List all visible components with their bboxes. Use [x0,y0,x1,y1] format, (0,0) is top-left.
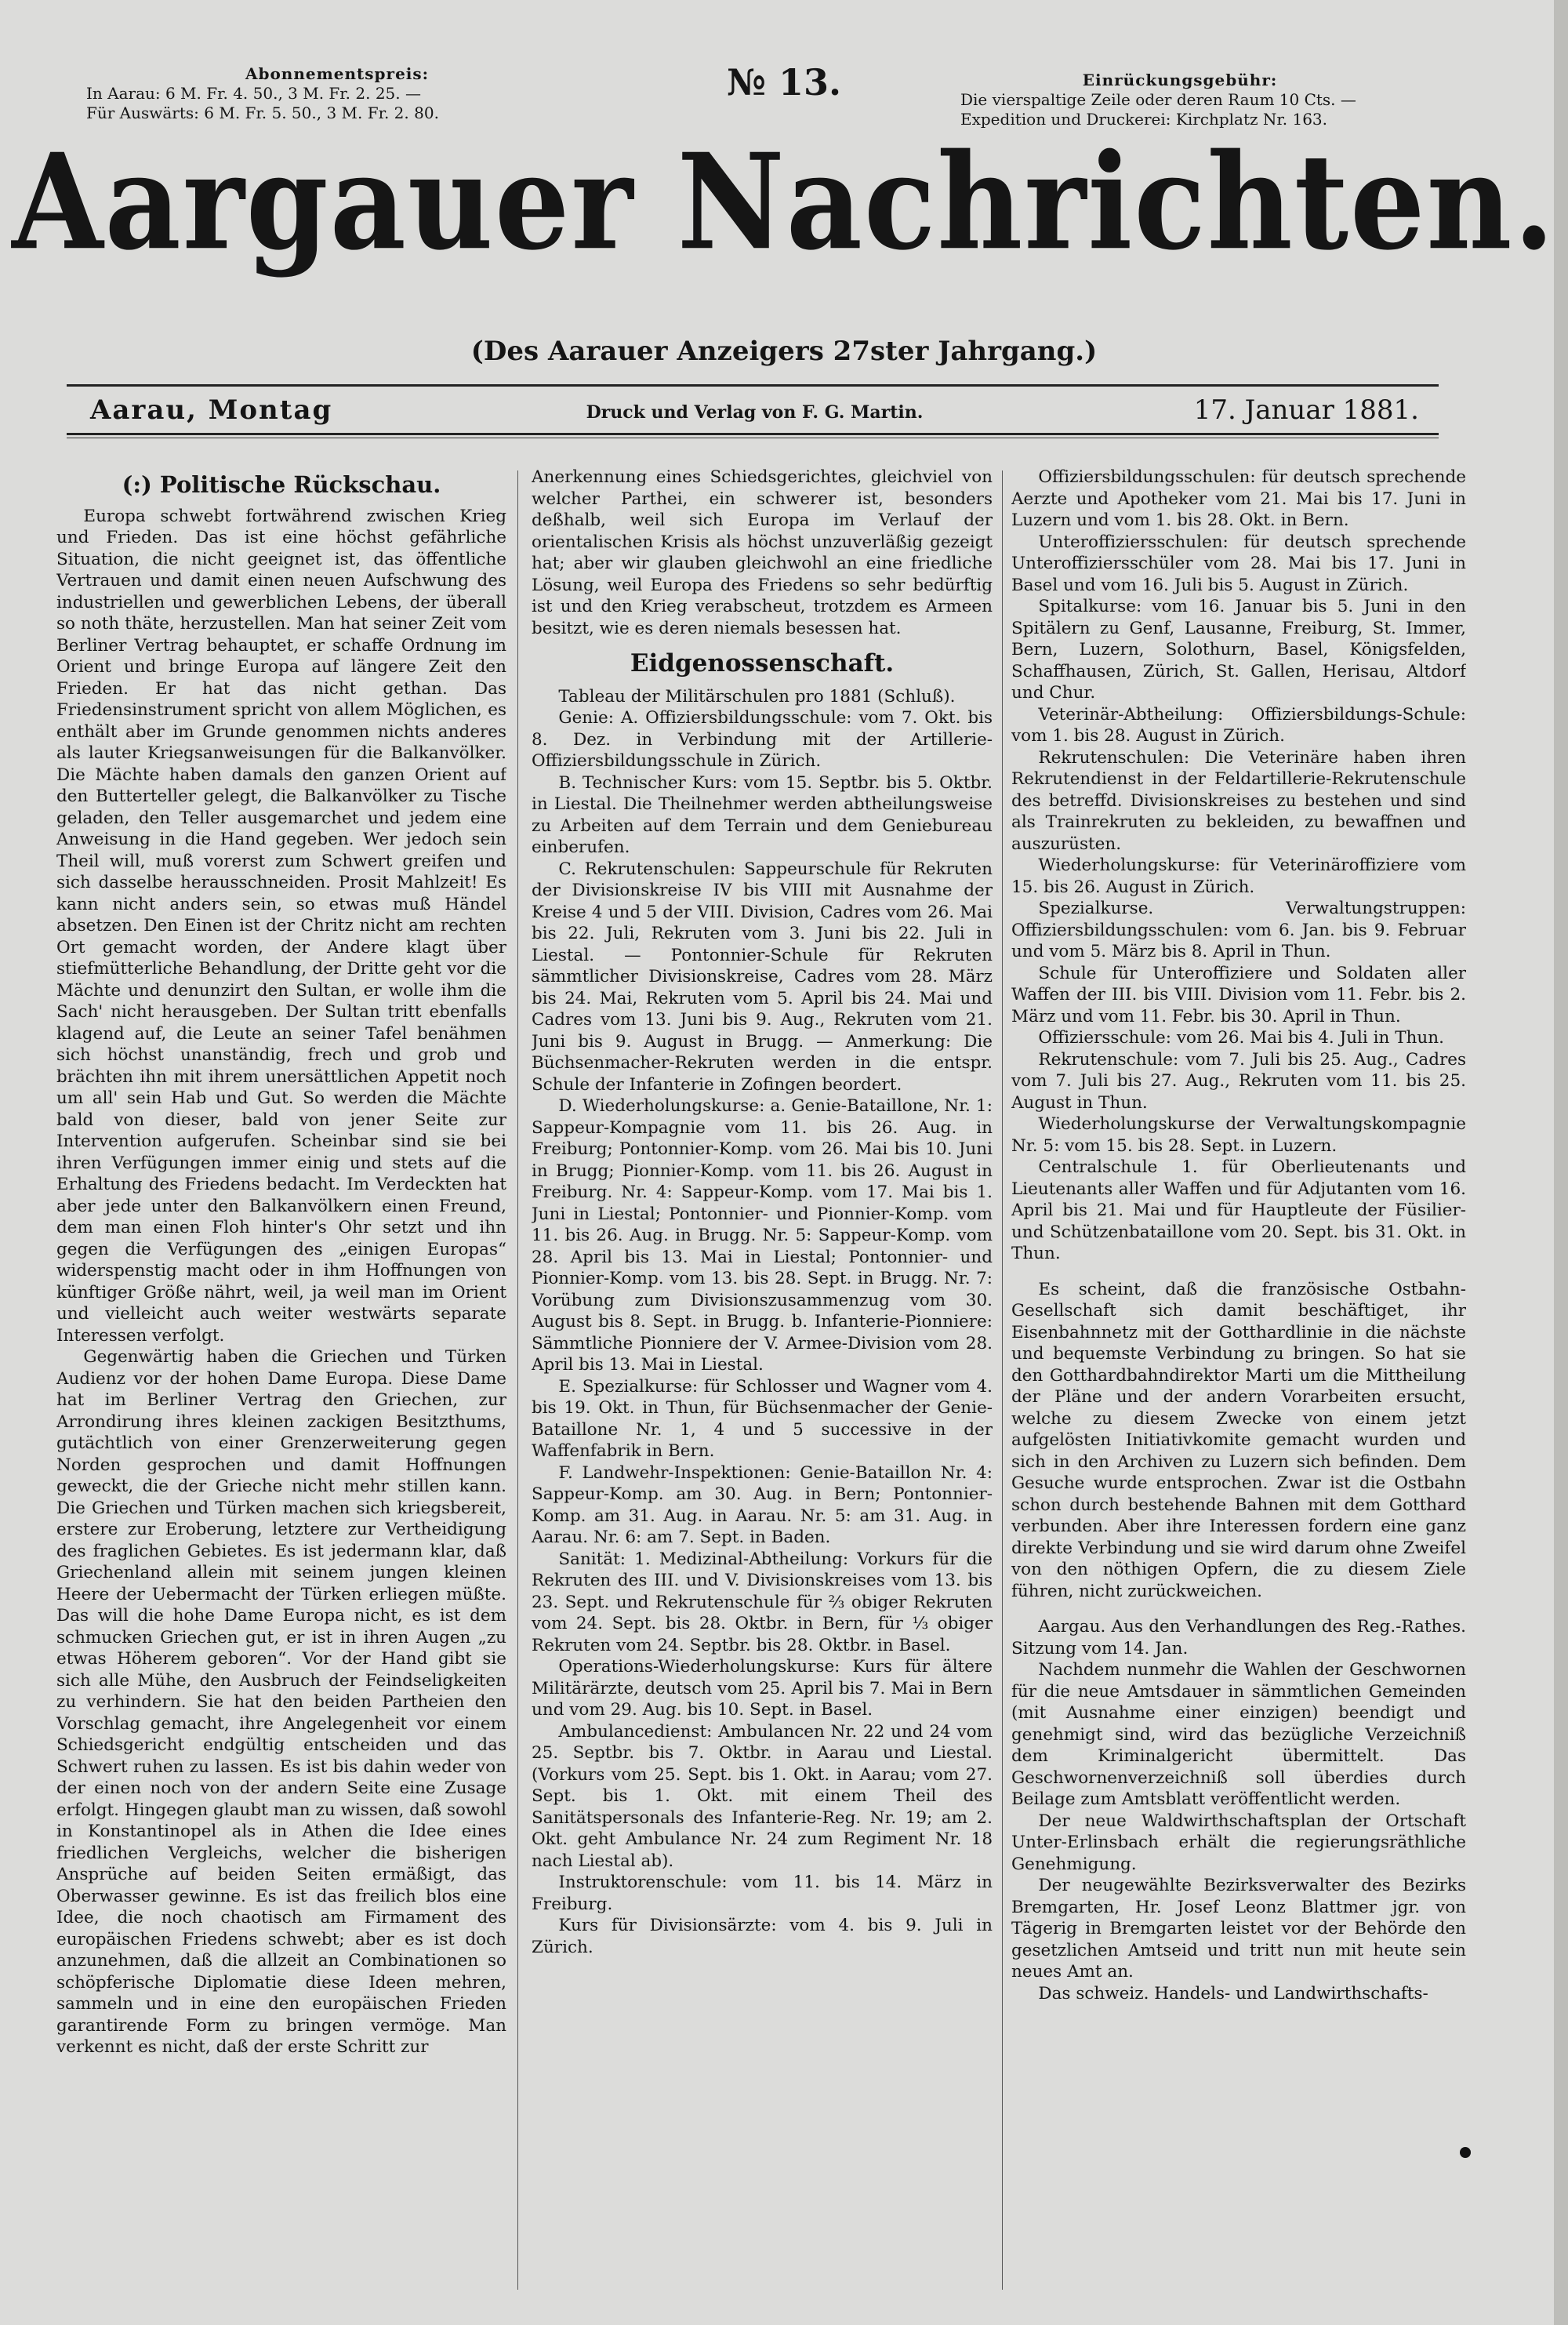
article-paragraph: Europa schwebt fortwährend zwischen Krieg und Frieden. Das ist eine höchst gefährliche Situation, die nicht geeignet ist, das öffentliche Vertrauen und damit einen neuen Aufschwung des industriellen und gewerblichen Lebens, der überall so noth thäte, herzustellen. Man hat seiner Zeit vom Berliner Vertrag behauptet, er schaffe Ordnung im Orient und bringe Europa auf längere Zeit den Frieden. Er hat das nicht gethan. Das Friedensinstrument spricht von allem Möglichen, es enthält aber im Grunde genommen nichts anderes als lauter Kriegsanweisungen für die Balkanvölker. Die Mächte haben damals den ganzen Orient auf den Butterteller gelegt, die Balkanvölker zu Tische geladen, den Teller ausgemarchet und jedem eine Anweisung in die Hand gegeben. Wer jedoch sein Theil will, muß vorerst zum Schwert greifen und sich dasselbe herausschneiden. Prosit Mahlzeit! Es kann nicht anders sein, so etwas muß Händel absetzen. Den Einen ist der Chritz nicht am rechten Ort gemacht worden, der Andere klagt über stiefmütterliche Behandlung, der Dritte geht vor die Mächte und denunzirt den Sultan, er wolle ihm die Sach' nicht herausgeben. Der Sultan tritt ebenfalls klagend auf, die Leute an seiner Tafel benähmen sich höchst unanständig, frech und grob und brächten ihn mit ihrem unersättlichen Appetit noch um all' sein Hab und Gut. So werden die Mächte bald von dieser, bald von jener Seite zur Intervention aufgerufen. Scheinbar sind sie bei ihren Verfügungen immer einig und stets auf die Erhaltung des Friedens bedacht. Im Verdeckten hat aber jede unter den Balkanvölkern einen Freund, dem man einen Floh hinter's Ohr setzt und ihn gegen die Verfügungen des „einigen Europas“ widerspenstig macht oder in ihm Hoffnungen von künftiger Größe nährt, weil, ja weil man im Orient und vielleicht auch weiter westwärts separate Interessen verfolgt. [56,506,506,1346]
article-paragraph: Operations-Wiederholungskurse: Kurs für ältere Militärärzte, deutsch vom 25. April bis 7. Mai in Bern und vom 29. Aug. bis 10. Sept. in Basel. [532,1657,993,1720]
masthead-subtitle: (Des Aarauer Anzeigers 27ster Jahrgang.) [470,336,1098,367]
article-paragraph: Wiederholungskurse der Verwaltungskompagnie Nr. 5: vom 15. bis 28. Sept. in Luzern. [1011,1114,1466,1156]
subscription-line-1: In Aarau: 6 M. Fr. 4. 50., 3 M. Fr. 2. 25. — [86,84,421,103]
subscription-line-2: Für Auswärts: 6 M. Fr. 5. 50., 3 M. Fr. 2. 80. [86,104,439,122]
article-paragraph: Ambulancedienst: Ambulancen Nr. 22 und 24 vom 25. Septbr. bis 7. Oktbr. in Aarau und Liestal. (Vorkurs vom 25. Sept. bis 1. Okt. in Aarau; vom 27. Sept. bis 1. Okt. mit einem Theil des Sanitätspersonals des Infanterie-Reg. Nr. 19; am 2. Okt. geht Ambulance Nr. 24 zum Regiment Nr. 18 nach Liestal ab). [532,1721,993,1871]
article-heading-politics: (:) Politische Rückschau. [122,471,441,498]
insertion-line-2: Expedition und Druckerei: Kirchplatz Nr. 163. [960,110,1328,129]
article-paragraph: Veterinär-Abtheilung: Offiziersbildungs-Schule: vom 1. bis 28. August in Zürich. [1011,704,1466,746]
article-paragraph: Sanität: 1. Medizinal-Abtheilung: Vorkurs für die Rekruten des III. und V. Divisionskreises vom 13. bis 23. Sept. und Rekrutenschule für ⅔ obiger Rekruten vom 24. Sept. bis 28. Oktbr. in Bern, für ⅓ obiger Rekruten vom 24. Septbr. bis 28. Oktbr. in Basel. [532,1549,993,1655]
ink-spot [1460,2147,1471,2158]
article-paragraph: Spezialkurse. Verwaltungstruppen: Offiziersbildungsschulen: vom 6. Jan. bis 9. Februar und vom 5. März bis 8. April in Thun. [1011,899,1466,961]
subscription-label: Abonnementspreis: [245,64,430,83]
article-paragraph: E. Spezialkurse: für Schlosser und Wagner vom 4. bis 19. Okt. in Thun, für Büchsenmacher der Genie-Bataillone Nr. 1, 4 und 5 successive in der Waffenfabrik in Bern. [532,1376,993,1461]
column-1 [56,467,506,2294]
article-paragraph: Es scheint, daß die französische Ostbahn-Gesellschaft sich damit beschäftiget, ihr Eisenbahnnetz mit der Gotthardlinie in die nächste und bequemste Verbindung zu bringen. So hat sie den Gotthardbahndirektor Marti um die Mittheilung der Pläne und der andern Vorarbeiten ersucht, welche zu diesem Zwecke von einem jetzt aufgelösten Initiativkomite gemacht wurden und sich in den Archiven zu Luzern sich befinden. Dem Gesuche wurde entsprochen. Zwar ist die Ostbahn schon durch bestehende Bahnen mit dem Gotthard verbunden. Aber ihre Interessen fordern eine ganz direkte Verbindung und sie wird darum ohne Zweifel von den nöthigen Opfern, die zu diesem Ziele führen, nicht zurückweichen. [1011,1279,1466,1601]
article-paragraph: Rekrutenschule: vom 7. Juli bis 25. Aug., Cadres vom 7. Juli bis 27. Aug., Rekruten vom 11. bis 25. August in Thun. [1011,1049,1466,1113]
article-paragraph: Schule für Unteroffiziere und Soldaten aller Waffen der III. bis VIII. Division vom 11. Febr. bis 2. März und vom 11. Febr. bis 30. April in Thun. [1011,963,1466,1026]
issue-number: № 13. [726,61,842,104]
article-paragraph: Instruktorenschule: vom 11. bis 14. März in Freiburg. [532,1873,993,1914]
article-paragraph: Offiziersschule: vom 26. Mai bis 4. Juli in Thun. [1038,1028,1444,1048]
insertion-label: Einrückungsgebühr: [1082,71,1278,89]
article-paragraph: Aargau. Aus den Verhandlungen des Reg.-Rathes. Sitzung vom 14. Jan. [1011,1617,1466,1658]
article-paragraph: Offiziersbildungsschulen: für deutsch sprechende Aerzte und Apotheker vom 21. Mai bis 17. Juni in Luzern und vom 1. bis 28. Okt. in Bern. [1011,467,1466,530]
section-heading-confederation: Eidgenossenschaft. [630,649,895,678]
article-paragraph: Das schweiz. Handels- und Landwirthschafts- [1038,1983,1428,2003]
dateline [67,388,1443,435]
insertion-line-1: Die vierspaltige Zeile oder deren Raum 10 Cts. — [960,90,1356,109]
top-rule [67,384,1439,387]
article-paragraph: Rekrutenschulen: Die Veterinäre haben ihren Rekrutendienst in der Feldartillerie-Rekrutenschule des betreffd. Divisionskreises zu bestehen und sind als Trainrekruten zu bekleiden, zu bewaffnen und auszurüsten. [1011,747,1466,854]
dateline-place: Aarau, Montag [90,394,333,426]
article-paragraph: Kurs für Divisionsärzte: vom 4. bis 9. Juli in Zürich. [532,1916,993,1957]
article-paragraph: F. Landwehr-Inspektionen: Genie-Bataillon Nr. 4: Sappeur-Komp. am 30. Aug. in Bern; Pontonnier-Komp. am 31. Aug. in Aarau. Nr. 5: am 31. Aug. in Aarau. Nr. 6: am 7. Sept. in Baden. [532,1462,993,1547]
column-divider-2 [1002,470,1003,2290]
article-paragraph: Unteroffiziersschulen: für deutsch sprechende Unteroffiziersschüler vom 28. Mai bis 17. Juni in Basel und vom 16. Juli bis 5. August in Zürich. [1011,532,1466,595]
column-divider-1 [517,470,518,2290]
article-paragraph: Gegenwärtig haben die Griechen und Türken Audienz vor der hohen Dame Europa. Diese Dame hat im Berliner Vertrag den Griechen, zur Arrondirung ihres kleinen zackigen Besitzthums, gutächtlich von einer Grenzerweiterung gegen Norden gesprochen und damit Hoffnungen geweckt, die der Grieche nicht mehr stillen kann. Die Griechen und Türken machen sich kriegsbereit, erstere zur Eroberung, letztere zur Vertheidigung des fraglichen Gebietes. Es ist jedermann klar, daß Griechenland allein mit seinem jungen kleinen Heere der Uebermacht der Türken erliegen müßte. Das will die hohe Dame Europa nicht, es ist dem schmucken Griechen gut, er ist in ihren Augen „zu etwas Höherem geboren“. Vor der Hand gibt sie sich alle Mühe, den Ausbruch der Feindseligkeiten zu verhindern. Sie hat den beiden Partheien den Vorschlag gemacht, ihre Angelegenheit vor einem Schiedsgericht endgültig entscheiden und das Schwert ruhen zu lassen. Es ist bis dahin weder von der einen noch von der andern Seite eine Zusage erfolgt. Hingegen glaubt man zu wissen, daß sowohl in Konstantinopel als in Athen die Idee eines friedlichen Vergleichs, welcher die bisherigen Ansprüche auf beiden Seiten ermäßigt, das Oberwasser gewinne. Es ist das freilich blos eine Idee, die noch chaotisch am Firmament des europäischen Friedens schwebt; aber es ist doch anzunehmen, daß die allzeit an Combinationen so schöpferische Diplomatie diese Ideen mehren, sammeln und in eine den europäischen Frieden garantirende Form zu bringen vermöge. Man verkennt es nicht, daß der erste Schritt zur [56,1347,506,2057]
masthead-title: Aargauer Nachrichten. [12,125,1556,280]
article-paragraph: Tableau der Militärschulen pro 1881 (Schluß). [558,686,956,707]
article-paragraph: Anerkennung eines Schiedsgerichtes, gleichviel von welcher Parthei, ein schwerer ist, besonders deßhalb, weil sich Europa im Verlauf der orientalischen Krisis als höchst unzuverläßig gezeigt hat; aber wir glauben gleichwohl an eine friedliche Lösung, weil Europa des Friedens so sehr bedürftig ist und den Krieg verabscheut, trotzdem es Armeen besitzt, wie es deren niemals besessen hat. [532,467,993,638]
article-paragraph: Der neue Waldwirthschaftsplan der Ortschaft Unter-Erlinsbach erhält die regierungsräthliche Genehmigung. [1011,1811,1466,1874]
article-paragraph: Genie: A. Offiziersbildungsschule: vom 7. Okt. bis 8. Dez. in Verbindung mit der Artillerie-Offiziersbildungsschule in Zürich. [532,708,993,771]
dateline-printer: Druck und Verlag von F. G. Martin. [586,402,924,423]
article-paragraph: Centralschule 1. für Oberlieutenants und Lieutenants aller Waffen und für Adjutanten vom 16. April bis 21. Mai und für Hauptleute der Füsilier- und Schützenbataillone vom 20. Sept. bis 31. Okt. in Thun. [1011,1157,1466,1263]
column-3 [1011,467,1466,2294]
article-paragraph: C. Rekrutenschulen: Sappeurschule für Rekruten der Divisionskreise IV bis VIII mit Ausnahme der Kreise 4 und 5 der VIII. Division, Cadres vom 26. Mai bis 22. Juli, Rekruten vom 3. Juni bis 22. Juli in Liestal. — Pontonnier-Schule für Rekruten sämmtlicher Divisionskreise, Cadres vom 28. März bis 24. Mai, Rekruten vom 5. April bis 24. Mai und Cadres vom 13. Juni bis 9. Aug., Rekruten vom 21. Juni bis 9. August in Brugg. — Anmerkung: Die Büchsenmacher-Rekruten werden in die entspr. Schule der Infanterie in Zofingen beordert. [532,859,993,1095]
article-paragraph: D. Wiederholungskurse: a. Genie-Bataillone, Nr. 1: Sappeur-Kompagnie vom 11. bis 26. Aug. in Freiburg; Pontonnier-Komp. vom 26. Mai bis 10. Juni in Brugg; Pionnier-Komp. vom 11. bis 26. August in Freiburg. Nr. 4: Sappeur-Komp. vom 17. Mai bis 1. Juni in Liestal; Pontonnier- und Pionnier-Komp. vom 11. bis 26. Aug. in Brugg. Nr. 5: Sappeur-Komp. vom 28. April bis 13. Mai in Liestal; Pontonnier- und Pionnier-Komp. vom 13. bis 28. Sept. in Brugg. Nr. 7: Vorübung zum Divisionszusammenzug vom 30. August bis 8. Sept. in Brugg. b. Infanterie-Pionniere: Sämmtliche Pionniere der V. Armee-Division vom 28. April bis 13. Mai in Liestal. [532,1096,993,1375]
article-paragraph: B. Technischer Kurs: vom 15. Septbr. bis 5. Oktbr. in Liestal. Die Theilnehmer werden abtheilungsweise zu Arbeiten auf dem Terrain und dem Geniebureau einberufen. [532,772,993,857]
article-paragraph: Wiederholungskurse: für Veterinäroffiziere vom 15. bis 26. August in Zürich. [1011,856,1466,897]
column-2 [532,467,993,2294]
article-paragraph: Der neugewählte Bezirksverwalter des Bezirks Bremgarten, Hr. Josef Leonz Blattmer jgr. von Tägerig in Bremgarten leistet vor der Behörde den gesetzlichen Amtseid und tritt nun mit heute sein neues Amt an. [1011,1876,1466,1982]
insertion-info [960,71,1399,129]
article-paragraph: Nachdem nunmehr die Wahlen der Geschwornen für die neue Amtsdauer in sämmtlichen Gemeinden (mit Ausnahme einer einzigen) beendigt und genehmigt sind, wird das bezügliche Verzeichniß dem Kriminalgericht übermittelt. Das Geschwornenverzeichniß soll überdies durch Beilage zum Amtsblatt veröffentlicht werden. [1011,1660,1466,1809]
dateline-rule [67,433,1439,435]
article-paragraph: Spitalkurse: vom 16. Januar bis 5. Juni in den Spitälern zu Genf, Lausanne, Freiburg, St. Immer, Bern, Luzern, Solothurn, Basel, Königsfelden, Schaffhausen, Zürich, St. Gallen, Herisau, Altdorf und Chur. [1011,597,1466,703]
dateline-date: 17. Januar 1881. [1193,394,1419,426]
